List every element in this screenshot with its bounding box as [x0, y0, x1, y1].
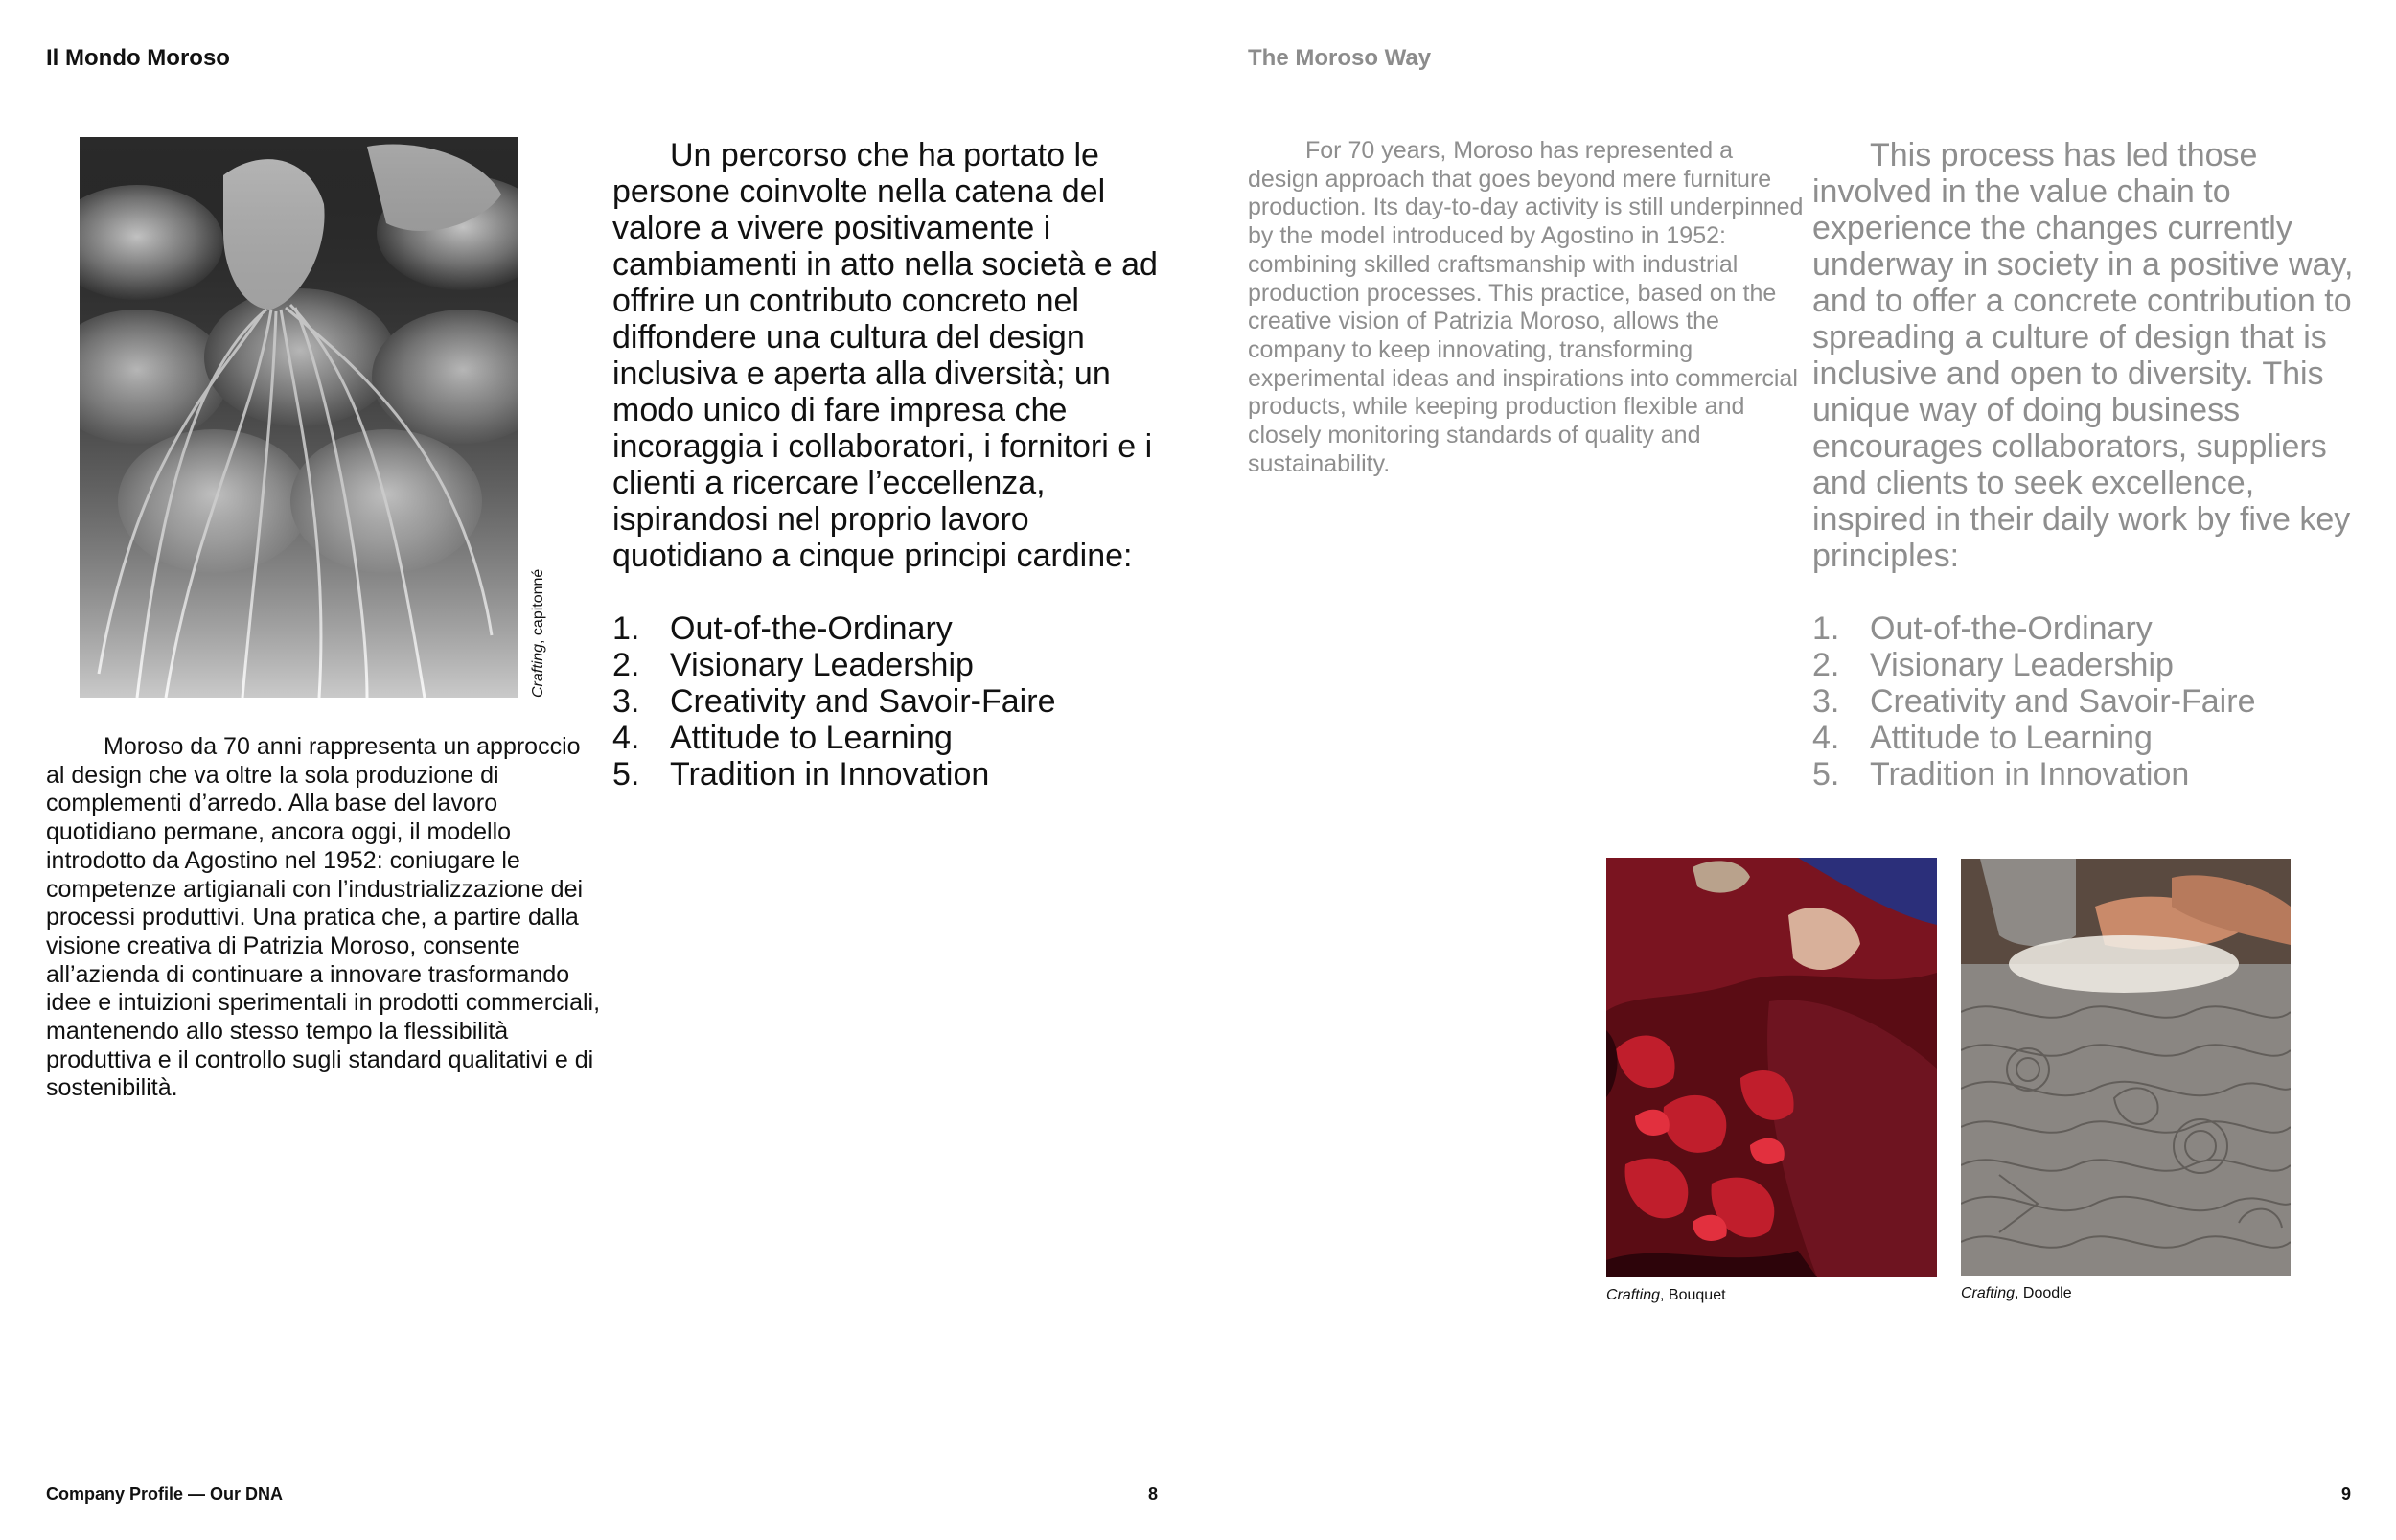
list-item-label: Attitude to Learning	[1870, 720, 2153, 756]
list-item	[612, 610, 1183, 647]
list-item	[1812, 756, 2359, 793]
page-number-right: 9	[2341, 1484, 2352, 1504]
list-item-number: 1.	[1812, 610, 1840, 647]
footer-title: Company Profile — Our DNA	[46, 1484, 284, 1504]
list-item	[612, 647, 1183, 683]
list-item	[1812, 610, 2359, 647]
list-item-label: Tradition in Innovation	[670, 756, 990, 793]
capitonne-caption-italic: Crafting	[530, 643, 546, 698]
list-item	[1812, 720, 2359, 756]
list-item	[612, 683, 1183, 720]
doodle-caption-rest: , Doodle	[2015, 1285, 2072, 1301]
list-item	[1812, 647, 2359, 683]
list-item-number: 4.	[1812, 720, 1840, 756]
doodle-photo	[1961, 859, 2291, 1276]
capitonne-caption	[530, 569, 547, 698]
left-principles-list	[612, 610, 1183, 793]
bouquet-photo	[1606, 858, 1937, 1277]
list-item-label: Out-of-the-Ordinary	[670, 610, 953, 647]
list-item-number: 4.	[612, 720, 640, 756]
capitonne-photo	[80, 137, 518, 698]
left-lead-paragraph: Un percorso che ha portato le persone coinvolte nella catena del valore a vivere positivamente i cambiamenti in atto nella società e ad offrire un contributo concreto nel diffondere una cultura del design inclusiva e aperta alla diversità; un modo unico di fare impresa che incoraggia i collaboratori, i fornitori e i clienti a ricercare l’eccellenza, ispirandosi nel proprio lavoro quotidiano a cinque principi cardine:	[612, 137, 1158, 574]
right-principles-list	[1812, 610, 2359, 793]
list-item-number: 2.	[1812, 647, 1840, 683]
list-item-label: Creativity and Savoir-Faire	[1870, 683, 2256, 720]
list-item-label: Visionary Leadership	[670, 647, 974, 683]
left-page-header: Il Mondo Moroso	[46, 45, 230, 71]
bouquet-caption	[1606, 1287, 1726, 1304]
right-page-header: The Moroso Way	[1248, 45, 1432, 71]
page-number-left: 8	[1148, 1484, 1159, 1504]
doodle-caption-italic: Crafting	[1961, 1285, 2016, 1301]
list-item-number: 3.	[1812, 683, 1840, 720]
right-lead-paragraph: This process has led those involved in the value chain to experience the changes currently underway in society in a positive way, and to offer a concrete contribution to spreading a culture of design that is inclusive and open to diversity. This unique way of doing business encourages collaborators, suppliers and clients to seek excellence, inspired in their daily work by five key principles:	[1812, 137, 2354, 574]
list-item	[612, 756, 1183, 793]
list-item-number: 5.	[612, 756, 640, 793]
capitonne-image	[80, 137, 518, 698]
list-item-number: 5.	[1812, 756, 1840, 793]
capitonne-caption-rest: , capitonné	[530, 568, 546, 644]
bouquet-caption-italic: Crafting	[1606, 1287, 1661, 1303]
list-item-number: 2.	[612, 647, 640, 683]
left-intro-text	[46, 733, 602, 1103]
list-item-label: Tradition in Innovation	[1870, 756, 2190, 793]
list-item	[612, 720, 1183, 756]
doodle-caption	[1961, 1285, 2072, 1302]
list-item-label: Attitude to Learning	[670, 720, 953, 756]
right-intro-text	[1248, 137, 1804, 478]
list-item-label: Out-of-the-Ordinary	[1870, 610, 2153, 647]
left-intro-paragraph: Moroso da 70 anni rappresenta un approccio al design che va oltre la sola produzione di complementi d’arredo. Alla base del lavoro quotidiano permane, ancora oggi, il modello introdotto da Agostino nel 1952: coniugare le competenze artigianali con l’industrializzazione dei processi produttivi. Una pratica che, a partire dalla visione creativa di Patrizia Moroso, consente all’azienda di continuare a innovare trasformando idee e intuizioni sperimentali in prodotti commerciali, mantenendo allo stesso tempo la flessibilità produttiva e il controllo sugli standard qualitativi e di sostenibilità.	[46, 733, 601, 1102]
right-lead-block	[1812, 137, 2359, 793]
right-intro-paragraph: For 70 years, Moroso has represented a design approach that goes beyond mere furniture production. Its day-to-day activity is still underpinned by the model introduced by Agostino in 1952: combining skilled craftsmanship with industrial production processes. This practice, based on the creative vision of Patrizia Moroso, allows the company to keep innovating, transforming experimental ideas and inspirations into commercial products, while keeping production flexible and closely monitoring standards of quality and sustainability.	[1248, 137, 1804, 477]
list-item-label: Visionary Leadership	[1870, 647, 2174, 683]
list-item-label: Creativity and Savoir-Faire	[670, 683, 1056, 720]
doodle-image	[1961, 859, 2291, 1276]
bouquet-image	[1606, 858, 1937, 1277]
list-item-number: 3.	[612, 683, 640, 720]
left-lead-block	[612, 137, 1183, 793]
list-item-number: 1.	[612, 610, 640, 647]
list-item	[1812, 683, 2359, 720]
bouquet-caption-rest: , Bouquet	[1660, 1287, 1726, 1303]
